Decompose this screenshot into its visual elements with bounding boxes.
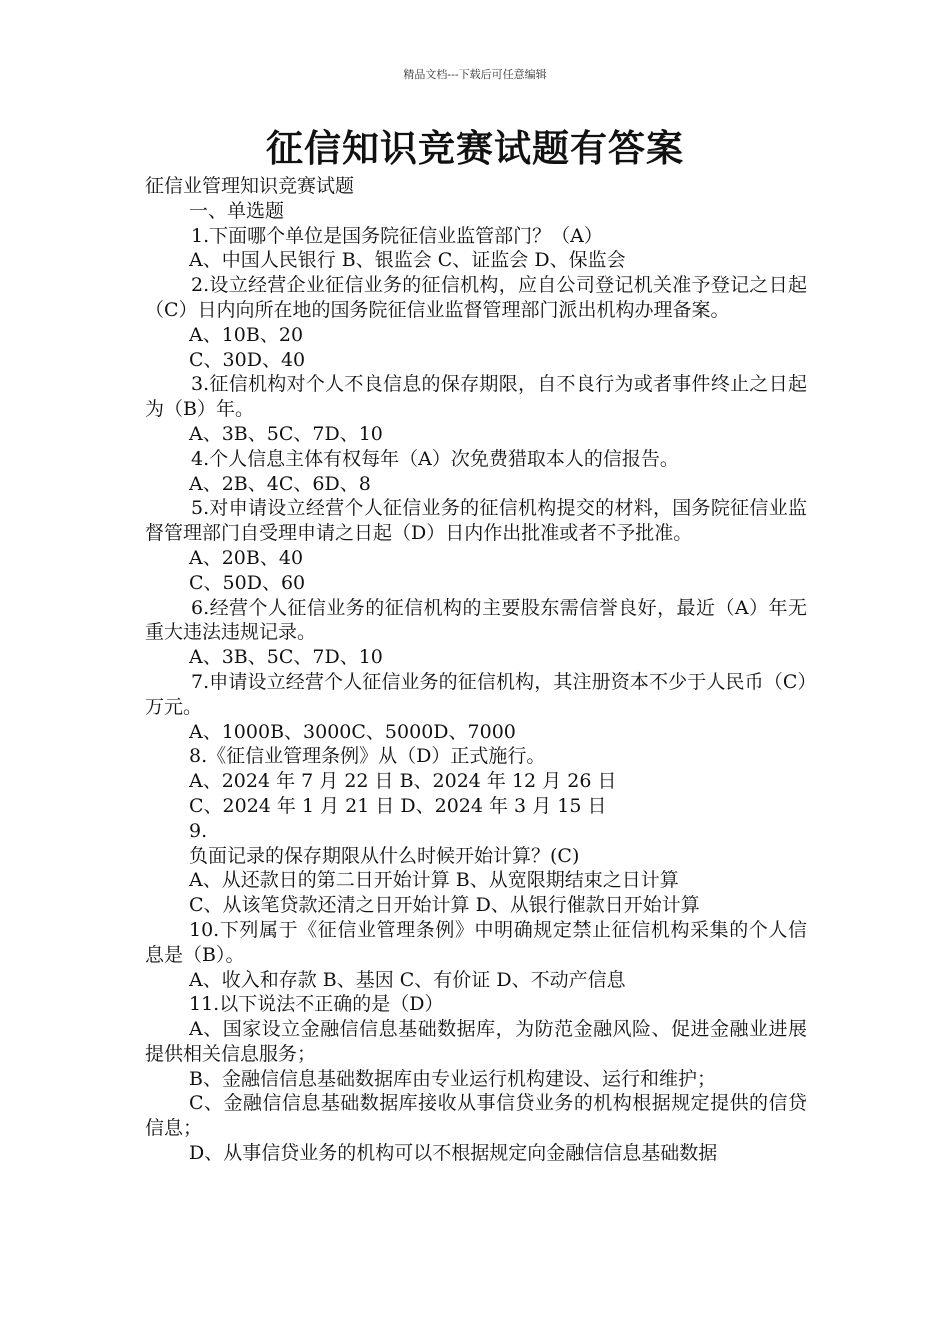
option-line: C、从该笔贷款还清之日开始计算 D、从银行催款日开始计算 (189, 894, 700, 917)
option-line: C、金融信信息基础数据库接收从事信贷业务的机构根据规定提供的信贷信息； (145, 1092, 807, 1140)
option-line: A、3B、5C、7D、10 (189, 422, 383, 445)
option-line: A、20B、40 (189, 546, 304, 569)
document-body (145, 174, 807, 1166)
subtitle: 征信业管理知识竞赛试题 (145, 175, 355, 197)
question-line: 11.以下说法不正确的是（D） (189, 993, 444, 1016)
question-line: 5.对申请设立经营个人征信业务的征信机构提交的材料，国务院征信业监督管理部门自受理申请之日起（D）日内作出批准或者不予批准。 (145, 497, 807, 545)
section-heading: 一、单选题 (189, 199, 285, 222)
question-line: 10.下列属于《征信业管理条例》中明确规定禁止征信机构采集的个人信息是（B）。 (145, 918, 807, 966)
option-line: A、2B、4C、6D、8 (189, 472, 371, 495)
question-line: 7.申请设立经营个人征信业务的征信机构，其注册资本不少于人民币（C）万元。 (145, 670, 807, 718)
option-line: C、50D、60 (189, 571, 306, 594)
page-header: 精品文档---下载后可任意编辑 (403, 68, 547, 81)
option-line: A、2024 年 7 月 22 日 B、2024 年 12 月 26 日 (189, 770, 617, 793)
question-line: 1.下面哪个单位是国务院征信业监管部门？（A） (191, 224, 603, 247)
option-line: C、2024 年 1 月 21 日 D、2024 年 3 月 15 日 (189, 794, 607, 817)
question-line: 2.设立经营企业征信业务的征信机构，应自公司登记机关准予登记之日起（C）日内向所在地的国务院征信业监督管理部门派出机构办理备案。 (145, 274, 807, 321)
option-line: A、3B、5C、7D、10 (189, 646, 383, 669)
option-line: A、1000B、3000C、5000D、7000 (189, 720, 516, 743)
document-title: 征信知识竞赛试题有答案 (266, 127, 684, 170)
question-number: 9. (189, 819, 208, 842)
question-line: 8.《征信业管理条例》从（D）正式施行。 (189, 745, 546, 768)
option-line: C、30D、40 (189, 348, 306, 371)
question-line: 4.个人信息主体有权每年（A）次免费猎取本人的信报告。 (191, 447, 679, 470)
question-line: 负面记录的保存期限从什么时候开始计算？(C) (189, 844, 580, 867)
question-line: 6.经营个人征信业务的征信机构的主要股东需信誉良好，最近（A）年无重大违法违规记录。 (145, 596, 807, 644)
question-line: 3.征信机构对个人不良信息的保存期限，自不良行为或者事件终止之日起为（B）年。 (145, 373, 807, 421)
option-line: A、从还款日的第二日开始计算 B、从宽限期结束之日计算 (189, 869, 679, 892)
option-line: A、国家设立金融信信息基础数据库，为防范金融风险、促进金融业进展提供相关信息服务； (145, 1018, 807, 1065)
option-line: A、中国人民银行 B、银监会 C、证监会 D、保监会 (189, 249, 626, 272)
option-line: D、从事信贷业务的机构可以不根据规定向金融信信息基础数据 (189, 1142, 718, 1165)
option-line: A、10B、20 (189, 323, 304, 346)
option-line: B、金融信信息基础数据库由专业运行机构建设、运行和维护； (189, 1067, 716, 1090)
option-line: A、收入和存款 B、基因 C、有价证 D、不动产信息 (189, 968, 626, 991)
